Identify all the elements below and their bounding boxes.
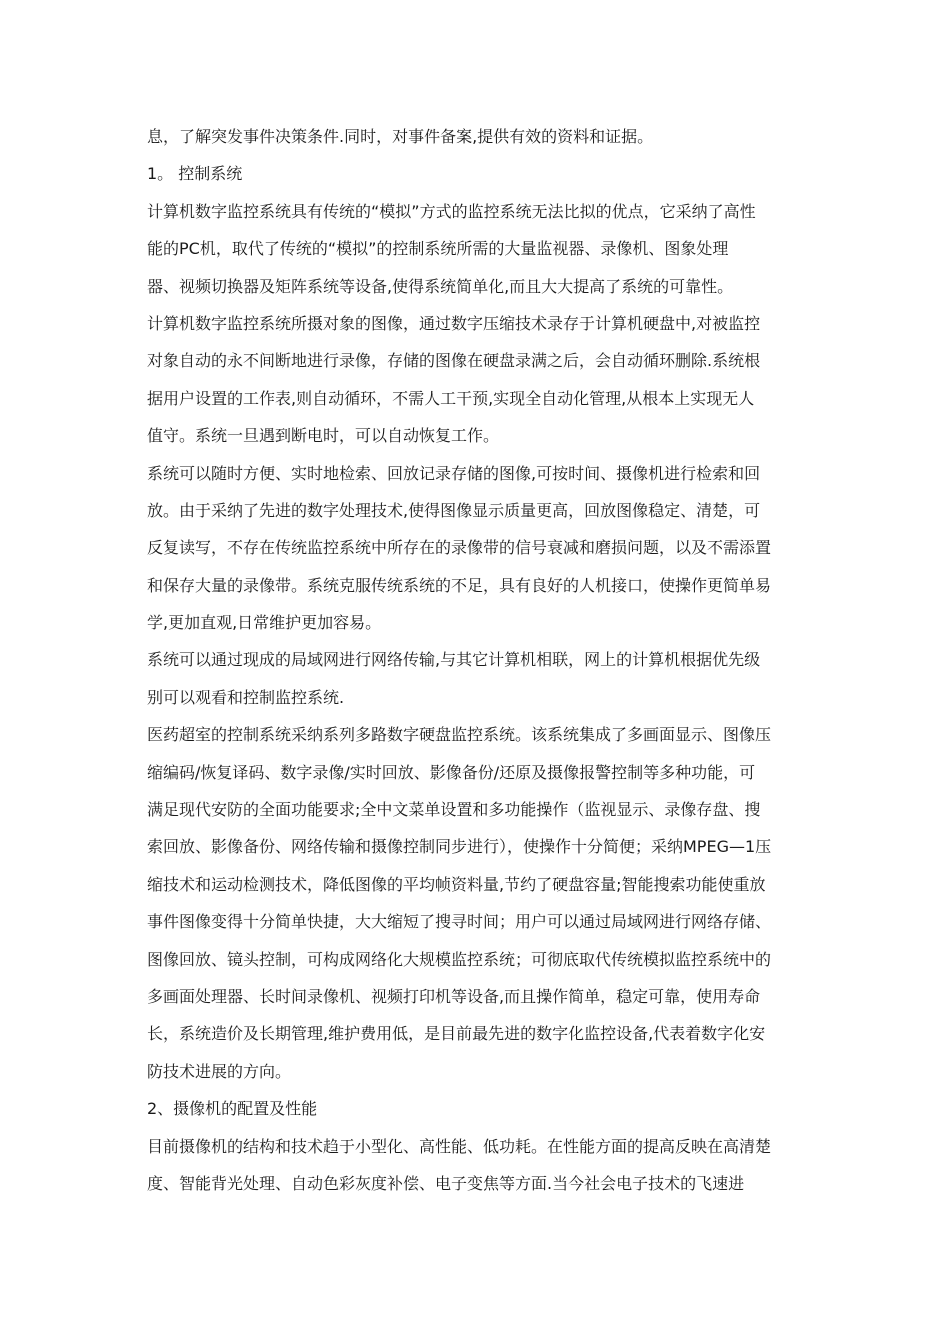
text-line: 和保存大量的录像带。系统克服传统系统的不足，具有良好的人机接口，使操作更简单易 (147, 575, 772, 595)
text-line: 值守。系统一旦遇到断电时，可以自动恢复工作。 (147, 426, 500, 446)
text-line: 防技术进展的方向。 (147, 1061, 292, 1081)
text-line: 反复读写，不存在传统监控系统中所存在的录像带的信号衰减和磨损问题，以及不需添置 (147, 538, 772, 558)
text-line: 放。由于采纳了先进的数字处理技术,使得图像显示质量更高，回放图像稳定、清楚，可 (147, 500, 761, 520)
text-line: 别可以观看和控制监控系统. (147, 687, 345, 707)
text-line: 能的PC机，取代了传统的“模拟”的控制系统所需的大量监视器、录像机、图象处理 (147, 239, 729, 259)
text-line: 系统可以随时方便、实时地检索、回放记录存储的图像,可按时间、摄像机进行检索和回 (147, 463, 761, 483)
text-line: 满足现代安防的全面功能要求;全中文菜单设置和多功能操作（监视显示、录像存盘、搜 (147, 800, 761, 820)
text-line: 缩编码/恢复译码、数字录像/实时回放、影像备份/还原及摄像报警控制等多种功能，可 (147, 762, 756, 782)
text-line: 据用户设置的工作表,则自动循环，不需人工干预,实现全自动化管理,从根本上实现无人 (147, 388, 755, 408)
text-line: 多画面处理器、长时间录像机、视频打印机等设备,而且操作简单，稳定可靠，使用寿命 (147, 986, 761, 1006)
text-line: 对象自动的永不间断地进行录像，存储的图像在硬盘录满之后，会自动循环删除.系统根 (147, 351, 761, 371)
text-line: 息，了解突发事件决策条件.同时，对事件备案,提供有效的资料和证据。 (147, 127, 654, 146)
text-line: 度、智能背光处理、自动色彩灰度补偿、电子变焦等方面.当今社会电子技术的飞速进 (147, 1173, 745, 1193)
document-body (147, 118, 807, 1202)
text-line: 计算机数字监控系统具有传统的“模拟”方式的监控系统无法比拟的优点，它采纳了高性 (147, 201, 756, 221)
section-heading-camera-config: 2、摄像机的配置及性能 (147, 1099, 318, 1119)
text-line: 索回放、影像备份、网络传输和摄像控制同步进行），使操作十分简便；采纳MPEG—1压 (147, 837, 772, 857)
text-line: 医药超室的控制系统采纳系列多路数字硬盘监控系统。该系统集成了多画面显示、图像压 (147, 725, 772, 745)
text-line: 目前摄像机的结构和技术趋于小型化、高性能、低功耗。在性能方面的提高反映在高清楚 (147, 1136, 772, 1156)
text-line: 缩技术和运动检测技术，降低图像的平均帧资料量,节约了硬盘容量;智能搜索功能使重放 (147, 874, 766, 894)
text-line: 图像回放、镜头控制，可构成网络化大规模监控系统；可彻底取代传统模拟监控系统中的 (147, 949, 772, 969)
text-line: 事件图像变得十分简单快捷，大大缩短了搜寻时间；用户可以通过局域网进行网络存储、 (147, 912, 772, 932)
text-line: 学,更加直观,日常维护更加容易。 (147, 613, 382, 633)
text-line: 系统可以通过现成的局域网进行网络传输,与其它计算机相联，网上的计算机根据优先级 (147, 650, 761, 670)
text-line: 计算机数字监控系统所摄对象的图像，通过数字压缩技术录存于计算机硬盘中,对被监控 (147, 313, 761, 333)
text-line: 器、视频切换器及矩阵系统等设备,使得系统简单化,而且大大提高了系统的可靠性。 (147, 276, 734, 296)
section-heading-control-system: 1。 控制系统 (147, 164, 243, 184)
text-line: 长，系统造价及长期管理,维护费用低，是目前最先进的数字化监控设备,代表着数字化安 (147, 1024, 766, 1044)
